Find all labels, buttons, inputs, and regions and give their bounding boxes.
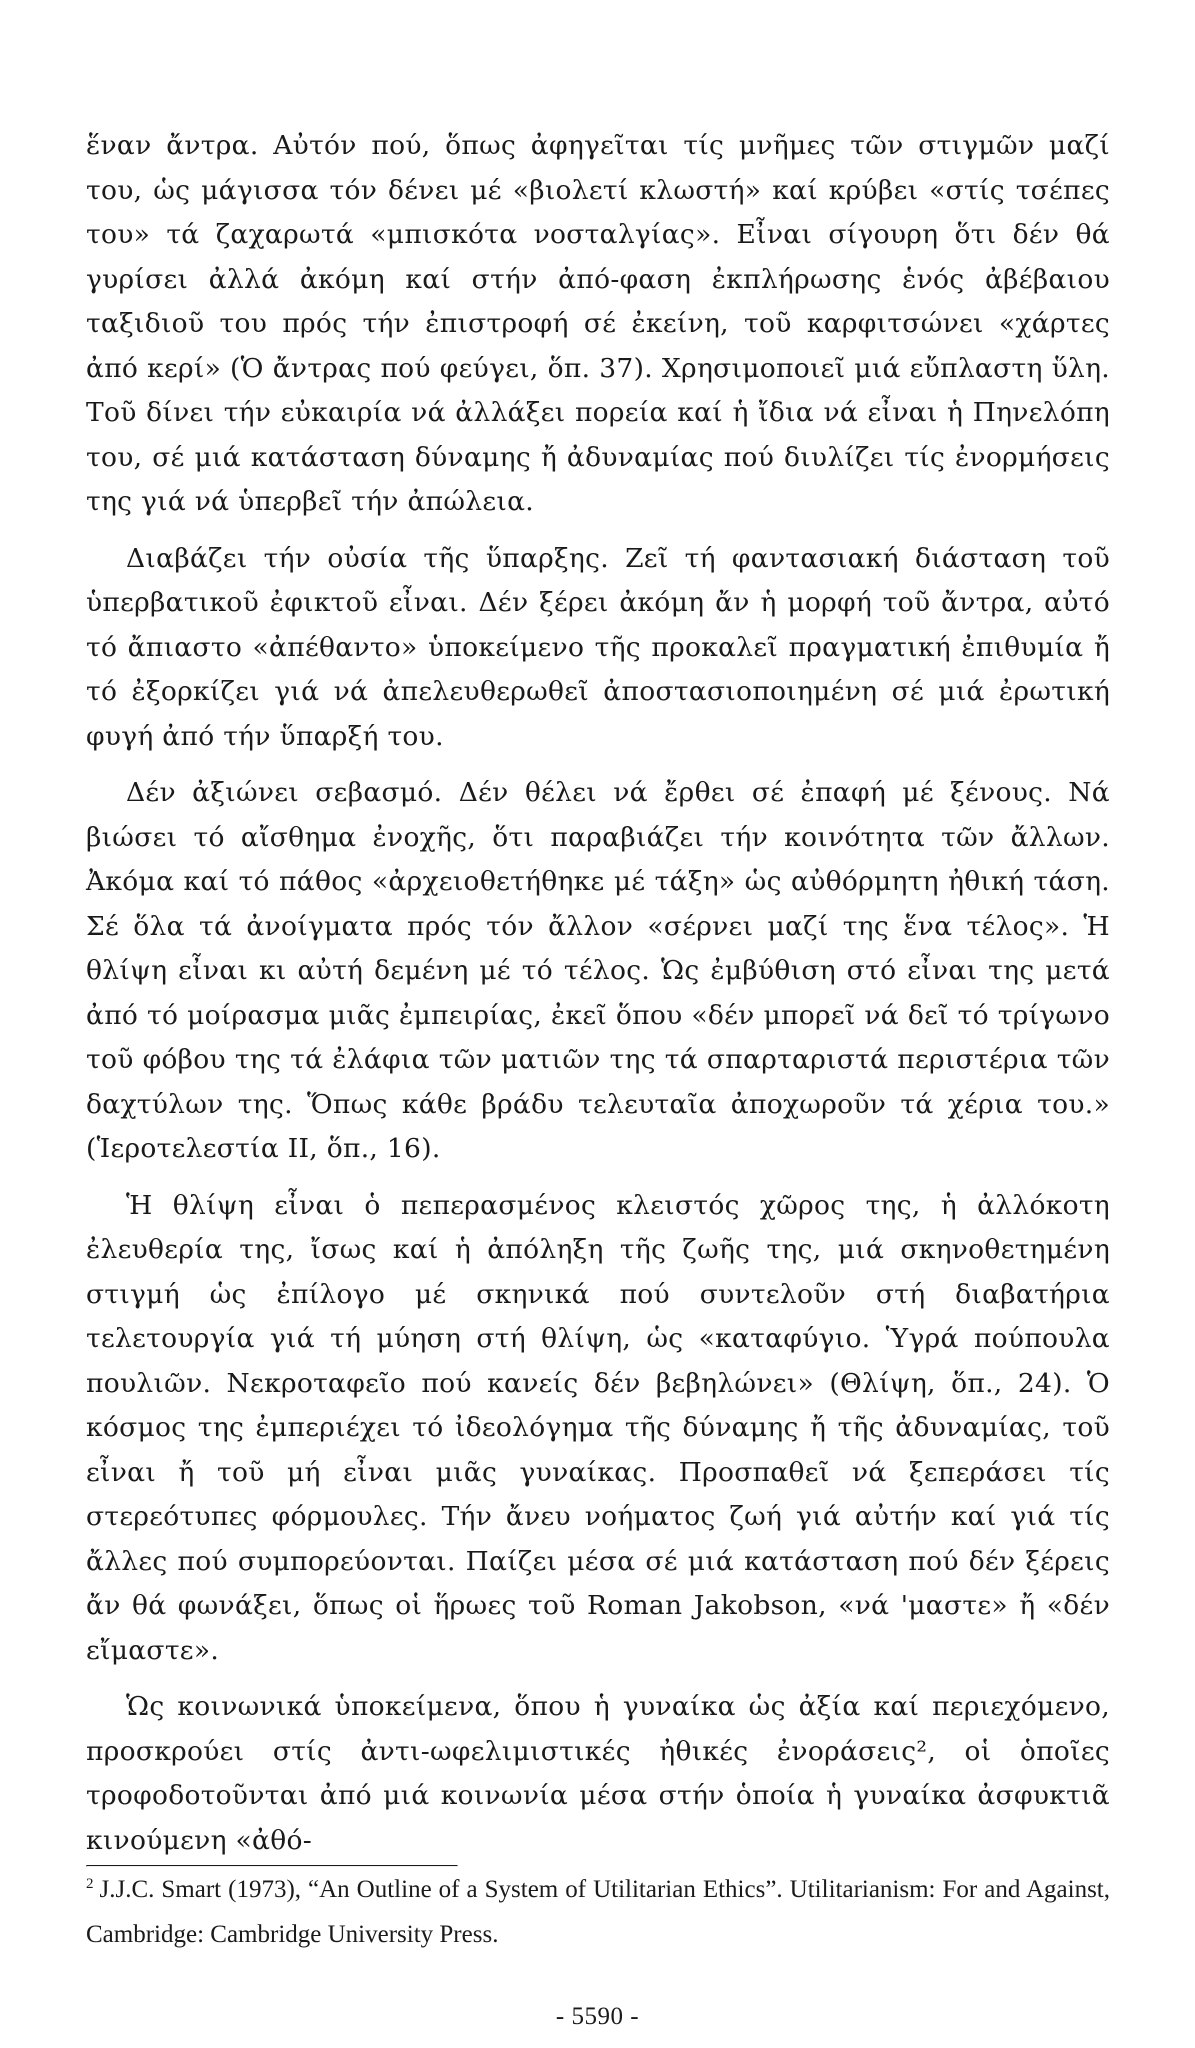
- paragraph-5: Ὡς κοινωνικά ὑποκείμενα, ὅπου ἡ γυναίκα ὡς ἀξία καί περιεχόμενο, προσκρούει στίς ἀντι-ωφελιμιστικές ἠθικές ἐνοράσεις², οἱ ὁποῖες τροφοδοτοῦνται ἀπό μιά κοινωνία μέσα στήν ὁποία ἡ γυναίκα ἀσφυκτιᾶ κινούμενη «ἀθό-: [86, 1691, 1110, 1856]
- paragraph-1: ἕναν ἄντρα. Αὐτόν πού, ὅπως ἀφηγεῖται τίς μνῆμες τῶν στιγμῶν μαζί του, ὡς μάγισσα τόν δένει μέ «βιολετί κλωστή» καί κρύβει «στίς τσέπες του» τά ζαχαρωτά «μπισκότα νοσταλγίας». Εἶναι σίγουρη ὅτι δέν θά γυρίσει ἀλλά ἀκόμη καί στήν ἀπό-φαση ἐκπλήρωσης ἑνός ἀβέβαιου ταξιδιοῦ του πρός τήν ἐπιστροφή σέ ἐκείνη, τοῦ καρφιτσώνει «χάρτες ἀπό κερί» (Ὁ ἄντρας πού φεύγει, ὅπ. 37). Χρησιμοποιεῖ μιά εὔπλαστη ὕλη. Τοῦ δίνει τήν εὐκαιρία νά ἀλλάξει πορεία καί ἡ ἴδια νά εἶναι ἡ Πηνελόπη του, σέ μιά κατάσταση δύναμης ἤ ἀδυναμίας πού διυλίζει τίς ἐνορμήσεις της γιά νά ὑπερβεῖ τήν ἀπώλεια.: [86, 130, 1110, 517]
- page-number: - 5590 -: [555, 2003, 640, 2030]
- footnote-text: J.J.C. Smart (1973), “An Outline of a System of Utilitarian Ethics”. Utilitarianism: For and Against, Cambridge: Cambridge University Press.: [86, 1876, 1110, 1948]
- paragraph-2: Διαβάζει τήν οὐσία τῆς ὕπαρξης. Ζεῖ τή φαντασιακή διάσταση τοῦ ὑπερβατικοῦ ἐφικτοῦ εἶναι. Δέν ξέρει ἀκόμη ἄν ἡ μορφή τοῦ ἄντρα, αὐτό τό ἄπιαστο «ἀπέθαντο» ὑποκείμενο τῆς προκαλεῖ πραγματική ἐπιθυμία ἤ τό ἐξορκίζει γιά νά ἀπελευθερωθεῖ ἀποστασιοποιημένη σέ μιά ἐρωτική φυγή ἀπό τήν ὕπαρξή του.: [86, 542, 1110, 752]
- body-text: [86, 124, 1110, 1863]
- footnote-marker: 2: [86, 1875, 94, 1892]
- footnote: [86, 1867, 1110, 1957]
- paragraph-3: Δέν ἀξιώνει σεβασμό. Δέν θέλει νά ἔρθει σέ ἐπαφή μέ ξένους. Νά βιώσει τό αἴσθημα ἐνοχῆς, ὅτι παραβιάζει τήν κοινότητα τῶν ἄλλων. Ἀκόμα καί τό πάθος «ἀρχειοθετήθηκε μέ τάξη» ὡς αὐθόρμητη ἠθική τάση. Σέ ὅλα τά ἀνοίγματα πρός τόν ἄλλον «σέρνει μαζί της ἕνα τέλος». Ἡ θλίψη εἶναι κι αὐτή δεμένη μέ τό τέλος. Ὡς ἐμβύθιση στό εἶναι της μετά ἀπό τό μοίρασμα μιᾶς ἐμπειρίας, ἐκεῖ ὅπου «δέν μπορεῖ νά δεῖ τό τρίγωνο τοῦ φόβου της τά ἐλάφια τῶν ματιῶν της τά σπαρταριστά περιστέρια τῶν δαχτύλων της. Ὅπως κάθε βράδυ τελευταῖα ἀποχωροῦν τά χέρια του.» (Ἱεροτελεστία II, ὅπ., 16).: [86, 777, 1110, 1164]
- paragraph-4: Ἡ θλίψη εἶναι ὁ πεπερασμένος κλειστός χῶρος της, ἡ ἀλλόκοτη ἐλευθερία της, ἴσως καί ἡ ἀπόληξη τῆς ζωῆς της, μιά σκηνοθετημένη στιγμή ὡς ἐπίλογο μέ σκηνικά πού συντελοῦν στή διαβατήρια τελετουργία γιά τή μύηση στή θλίψη, ὡς «καταφύγιο. Ὑγρά πούπουλα πουλιῶν. Νεκροταφεῖο πού κανείς δέν βεβηλώνει» (Θλίψη, ὅπ., 24). Ὁ κόσμος της ἐμπεριέχει τό ἰδεολόγημα τῆς δύναμης ἤ τῆς ἀδυναμίας, τοῦ εἶναι ἤ τοῦ μή εἶναι μιᾶς γυναίκας. Προσπαθεῖ νά ξεπεράσει τίς στερεότυπες φόρμουλες. Τήν ἄνευ νοήματος ζωή γιά αὐτήν καί γιά τίς ἄλλες πού συμπορεύονται. Παίζει μέσα σέ μιά κατάσταση πού δέν ξέρεις ἄν θά φωνάξει, ὅπως οἱ ἥρωες τοῦ Roman Jakobson, «νά 'μαστε» ἤ «δέν εἴμαστε».: [86, 1189, 1110, 1666]
